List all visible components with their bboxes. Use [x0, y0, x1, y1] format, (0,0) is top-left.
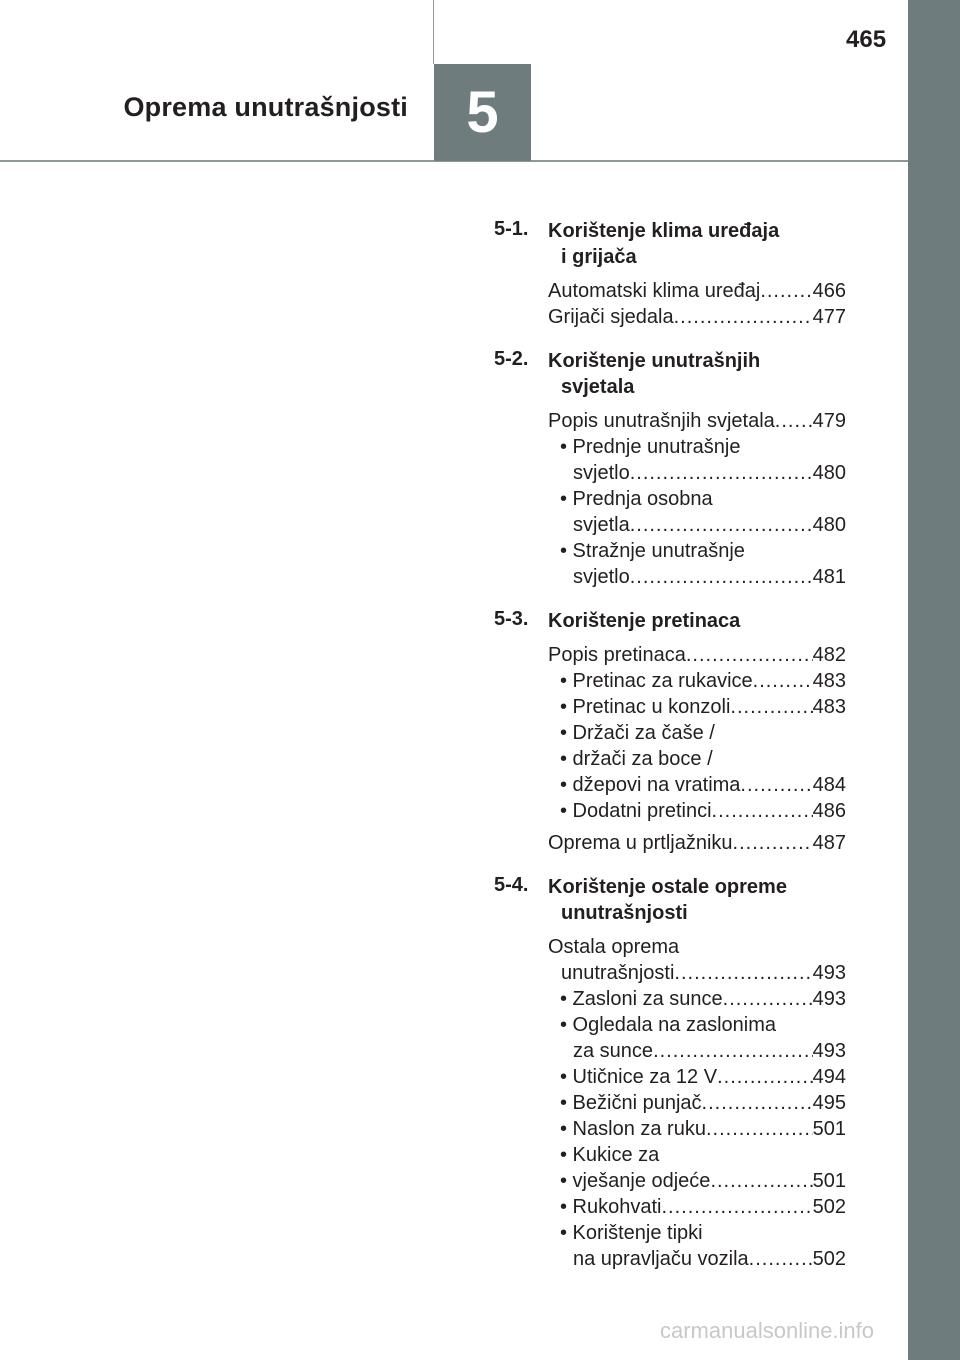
toc-section: [494, 348, 846, 590]
section-number: 5-1.: [494, 218, 529, 240]
toc-page-number: 479: [812, 410, 846, 432]
page-number: 465: [846, 26, 887, 53]
toc-sub-entry[interactable]: [560, 1194, 846, 1220]
toc-entry-text: • Kukice za: [560, 1144, 660, 1166]
toc-entry-text: Ostala oprema: [548, 936, 680, 958]
dot-leader: [686, 642, 813, 668]
dot-leader: [712, 798, 813, 824]
toc-sub-entry[interactable]: [560, 720, 846, 746]
toc-entry-text: • džepovi na vratima: [560, 774, 741, 796]
section-title-line: i grijača: [561, 246, 637, 268]
dot-leader: [760, 278, 812, 304]
toc-sub-entry[interactable]: [560, 746, 846, 772]
toc-entry-text: • Korištenje tipki: [560, 1222, 703, 1244]
section-title: [548, 218, 846, 270]
toc-page-number: 482: [812, 644, 846, 666]
chapter-side-bar: [908, 0, 960, 1360]
toc-entry-text: • Pretinac u konzoli: [560, 696, 731, 718]
toc-page-number: 483: [812, 696, 846, 718]
toc-page-number: 466: [812, 280, 846, 302]
toc-entry-text: Popis pretinaca: [548, 644, 686, 666]
toc-sub-entry[interactable]: [560, 538, 846, 590]
dot-leader: [630, 460, 813, 486]
watermark: carmanualsonline.info: [660, 1318, 875, 1343]
toc-entry-text: za sunce: [573, 1040, 654, 1062]
toc-page-number: 487: [812, 832, 846, 854]
toc-entry-text: • Bežični punjač: [560, 1092, 702, 1114]
dot-leader: [733, 830, 813, 856]
toc-entry-text: svjetlo: [573, 462, 630, 484]
toc-entry-text: • Utičnice za 12 V: [560, 1066, 718, 1088]
toc-entry-text: svjetlo: [573, 566, 630, 588]
toc-entry-text: • Ogledala na zaslonima: [560, 1014, 777, 1036]
toc-page-number: 484: [812, 774, 846, 796]
toc-entry-text: • držači za boce /: [560, 748, 713, 770]
toc-page-number: 502: [812, 1248, 846, 1270]
toc-page-number: 501: [812, 1118, 846, 1140]
toc-entry[interactable]: [548, 278, 846, 304]
toc-page-number: 483: [812, 670, 846, 692]
toc-page-number: 501: [812, 1170, 846, 1192]
toc-section: [494, 218, 846, 330]
dot-leader: [702, 1090, 813, 1116]
toc-sub-entry[interactable]: [560, 986, 846, 1012]
toc-entry-text: • vješanje odjeće: [560, 1170, 711, 1192]
dot-leader: [653, 1038, 813, 1064]
toc-page-number: 480: [812, 514, 846, 536]
toc-entry-text: • Rukohvati: [560, 1196, 662, 1218]
section-title-line: Korištenje pretinaca: [548, 610, 741, 632]
section-title: [548, 874, 846, 926]
dot-leader: [730, 694, 812, 720]
toc-entry-text: Automatski klima uređaj: [548, 280, 761, 302]
toc-sub-entry[interactable]: [560, 772, 846, 798]
toc-section: [494, 608, 846, 856]
toc-entry-text: • Zasloni za sunce: [560, 988, 723, 1010]
toc-entry-text: • Stražnje unutrašnje: [560, 540, 745, 562]
toc-sub-entry[interactable]: [560, 434, 846, 486]
toc-entry[interactable]: [548, 304, 846, 330]
dot-leader: [749, 1246, 813, 1272]
dot-leader: [674, 960, 812, 986]
toc-entry-text: • Pretinac za rukavice: [560, 670, 753, 692]
dot-leader: [740, 772, 812, 798]
dot-leader: [630, 564, 813, 590]
toc-section: [494, 874, 846, 1272]
toc-sub-entry[interactable]: [560, 798, 846, 824]
toc-entry-text: unutrašnjosti: [561, 962, 675, 984]
section-number: 5-3.: [494, 608, 529, 630]
toc-sub-entry[interactable]: [560, 1012, 846, 1064]
toc-sub-entry[interactable]: [560, 1090, 846, 1116]
toc-entry-text: na upravljaču vozila: [573, 1248, 749, 1270]
toc-page-number: 494: [812, 1066, 846, 1088]
dot-leader: [723, 986, 813, 1012]
toc-entry-text: • Držači za čaše /: [560, 722, 715, 744]
dot-leader: [630, 512, 813, 538]
toc-page-number: 480: [812, 462, 846, 484]
toc-page-number: 493: [812, 1040, 846, 1062]
toc-page-number: 493: [812, 988, 846, 1010]
toc-entry-text: • Prednja osobna: [560, 488, 713, 510]
section-title: [548, 608, 846, 634]
toc-entry[interactable]: [548, 408, 846, 434]
toc-sub-entry[interactable]: [560, 1116, 846, 1142]
toc-entry[interactable]: [548, 642, 846, 668]
toc-entry[interactable]: [548, 934, 846, 986]
section-number: 5-2.: [494, 348, 529, 370]
toc-entry[interactable]: [548, 830, 846, 856]
dot-leader: [662, 1194, 813, 1220]
toc-sub-entry[interactable]: [560, 1220, 846, 1272]
toc-entry-text: • Dodatni pretinci: [560, 800, 712, 822]
dot-leader: [775, 408, 813, 434]
header-vertical-divider: [433, 0, 434, 64]
toc-page-number: 481: [812, 566, 846, 588]
toc-entry-text: • Prednje unutrašnje: [560, 436, 741, 458]
toc-page-number: 486: [812, 800, 846, 822]
dot-leader: [706, 1116, 813, 1142]
section-title-line: unutrašnjosti: [561, 902, 688, 924]
section-title-line: Korištenje klima uređaja: [548, 220, 780, 242]
toc-page-number: 502: [812, 1196, 846, 1218]
chapter-number-box: 5: [434, 64, 531, 161]
dot-leader: [710, 1168, 812, 1194]
toc-sub-entry[interactable]: [560, 486, 846, 538]
toc-sub-entry[interactable]: [560, 1142, 846, 1168]
table-of-contents: [494, 218, 846, 1272]
toc-page-number: 495: [812, 1092, 846, 1114]
dot-leader: [717, 1064, 813, 1090]
section-title-line: svjetala: [561, 376, 635, 398]
toc-page-number: 493: [812, 962, 846, 984]
toc-sub-entry[interactable]: [560, 668, 846, 694]
chapter-title: Oprema unutrašnjosti: [123, 92, 408, 122]
toc-page-number: 477: [812, 306, 846, 328]
section-title-line: Korištenje unutrašnjih: [548, 350, 761, 372]
toc-entry-text: • Naslon za ruku: [560, 1118, 706, 1140]
toc-entry-text: svjetla: [573, 514, 630, 536]
section-title: [548, 348, 846, 400]
section-title-line: Korištenje ostale opreme: [548, 876, 787, 898]
section-number: 5-4.: [494, 874, 529, 896]
dot-leader: [753, 668, 813, 694]
toc-entry-text: Oprema u prtljažniku: [548, 832, 733, 854]
toc-entry-text: Grijači sjedala: [548, 306, 674, 328]
dot-leader: [674, 304, 813, 330]
toc-sub-entry[interactable]: [560, 1168, 846, 1194]
toc-sub-entry[interactable]: [560, 1064, 846, 1090]
toc-entry-text: Popis unutrašnjih svjetala: [548, 410, 775, 432]
toc-sub-entry[interactable]: [560, 694, 846, 720]
